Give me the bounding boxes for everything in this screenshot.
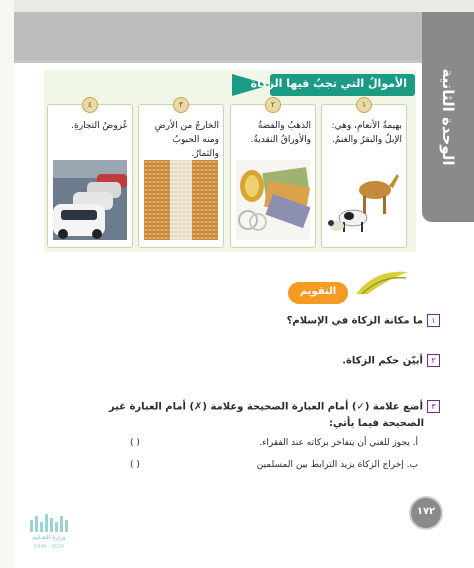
edition-year: 2024 - 1446: [33, 544, 65, 550]
question-number: ٢: [427, 354, 440, 367]
question-number: ٣: [427, 400, 440, 413]
question-number: ١: [427, 314, 440, 327]
question-text: أبيّن حكم الزكاة.: [342, 355, 423, 367]
card-number: ٣: [173, 97, 189, 113]
gold-money-image: [236, 160, 310, 240]
statement-b: ب. إخراج الزكاة يزيد الترابط بين المسلمين: [256, 460, 418, 470]
livestock-image: [327, 160, 401, 240]
question-1: [287, 314, 440, 327]
question-2: [342, 354, 440, 367]
ministry-logo: [24, 512, 74, 552]
card-number: ٢: [265, 97, 281, 113]
card-number: ٤: [82, 97, 98, 113]
grains-image: [144, 160, 218, 240]
left-margin: [0, 0, 14, 568]
card-number: ١: [356, 97, 372, 113]
unit-tab: [422, 12, 474, 222]
question-3: [109, 400, 440, 413]
card-text: الخارجُ من الأرضِ ومنه الحبوبُ والثمارُ.: [154, 121, 219, 159]
evaluation-label: التقويم: [299, 286, 337, 297]
section-title-bar: [250, 74, 415, 96]
card-crops: [138, 100, 224, 248]
header-divider: [14, 60, 474, 63]
page-number: ١٧٢: [416, 506, 436, 517]
card-gold-money: [230, 100, 316, 248]
card-text: عُروضُ التجارةِ.: [71, 121, 128, 131]
card-text: الذهبُ والفضةُ والأوراقُ النقديةُ.: [250, 121, 311, 145]
ministry-logo-mark: [24, 512, 74, 534]
question-text: ما مكانة الزكاة في الإسلام؟: [286, 315, 423, 327]
answer-blank-b: ( ): [130, 460, 140, 470]
card-livestock: [321, 100, 407, 248]
section-title: الأموالُ التي تجبُ فيها الزكاةُ: [250, 77, 407, 90]
answer-blank-a: ( ): [130, 438, 140, 448]
card-text: بهيمةُ الأنعامِ، وهي: الإبلُ والبقرُ والغنمُ.: [331, 121, 402, 145]
ministry-name: وزارة التعـليم: [32, 534, 66, 541]
statement-a: أ. يجوز للغني أن يتفاخر بزكاته عند الفقراء.: [259, 438, 418, 448]
card-trade-goods: [47, 100, 133, 248]
question-text: الصحيحة فيما يأتي:: [328, 418, 424, 429]
evaluation-leaf-icon: [352, 266, 412, 296]
evaluation-badge: [288, 282, 348, 304]
question-3-continuation: [329, 418, 424, 429]
cars-image: [53, 160, 127, 240]
unit-title: الوحدة الثانية: [439, 68, 457, 166]
page-number-badge: [409, 496, 443, 530]
top-band: [0, 0, 474, 12]
question-text: أضع علامة (✓) أمام العبارة الصحيحة وعلامة (✗) أمام العبارة غير: [108, 401, 423, 413]
page-header-band: [14, 12, 422, 60]
